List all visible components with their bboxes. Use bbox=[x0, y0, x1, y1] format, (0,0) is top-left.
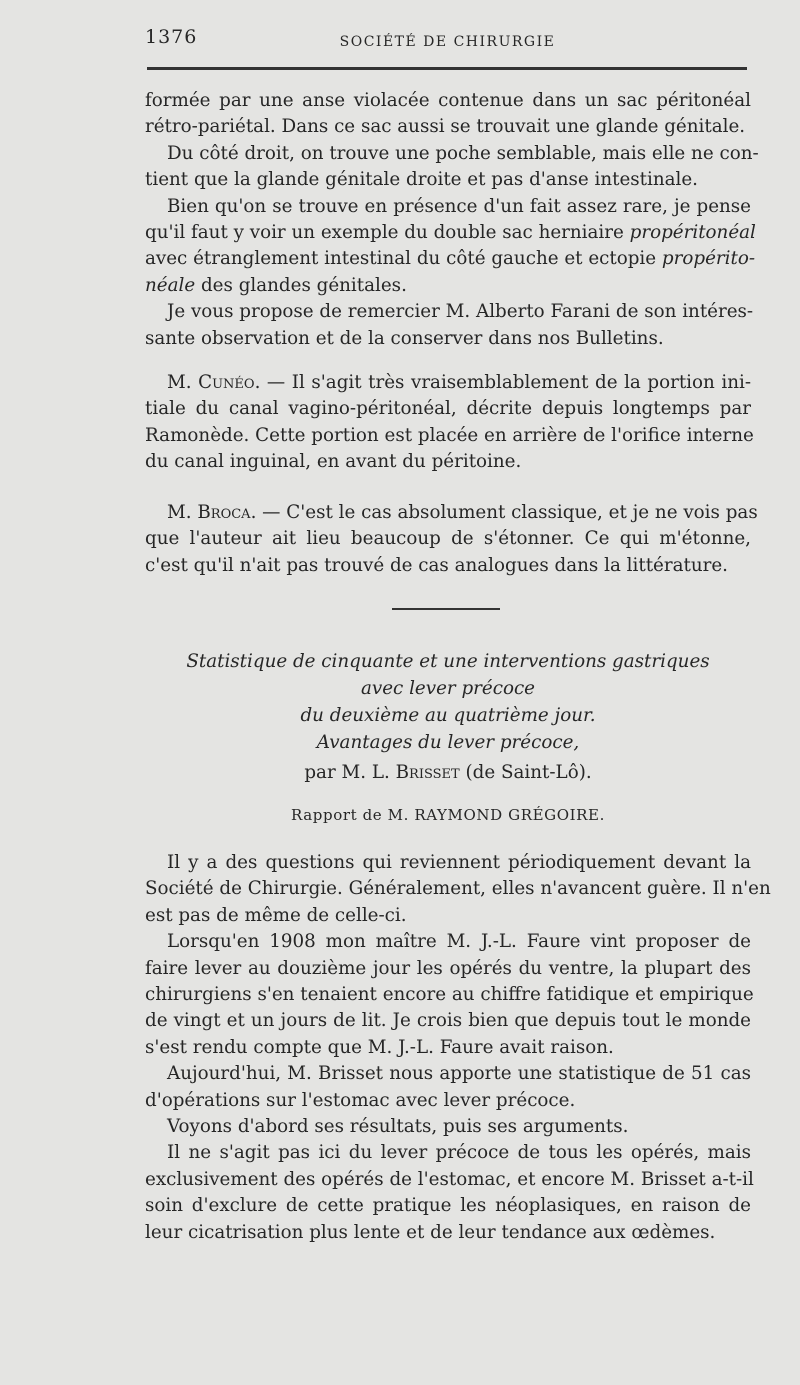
text-span: . — Il s'agit très vraisemblablement de la portion ini- bbox=[254, 372, 751, 393]
text-line: Société de Chirurgie. Généralement, elles n'avancent guère. Il n'en bbox=[145, 878, 771, 900]
text-line bbox=[145, 273, 751, 299]
text-line: Lorsqu'en 1908 mon maître M. J.-L. Faure vint proposer de bbox=[167, 931, 751, 953]
italic-term: propéritonéal bbox=[629, 222, 756, 244]
text-line: leur cicatrisation plus lente et de leur tendance aux œdèmes. bbox=[145, 1221, 716, 1243]
text-span: . — C'est le cas absolument classique, et je ne vois pas bbox=[250, 502, 758, 523]
text-line: c'est qu'il n'ait pas trouvé de cas analogues dans la littérature. bbox=[145, 554, 728, 576]
text-line: Aujourd'hui, M. Brisset nous apporte une statistique de 51 cas bbox=[167, 1063, 751, 1085]
article-body bbox=[145, 850, 771, 1246]
text-line: rétro-pariétal. Dans ce sac aussi se trouvait une glande génitale. bbox=[145, 116, 746, 138]
text-line: de vingt et un jours de lit. Je crois bien que depuis tout le monde bbox=[145, 1010, 751, 1032]
text-line: est pas de même de celle-ci. bbox=[145, 904, 407, 926]
text-span: des glandes génitales. bbox=[195, 274, 407, 296]
speaker-name: Cunéo bbox=[198, 372, 255, 393]
text-line: formée par une anse violacée contenue dans un sac péritonéal bbox=[145, 90, 751, 111]
text-span: M. bbox=[167, 372, 199, 393]
italic-term: néale bbox=[145, 274, 196, 296]
text-line: Voyons d'abord ses résultats, puis ses arguments. bbox=[167, 1116, 629, 1138]
article-title bbox=[145, 648, 751, 756]
title-line: du deuxième au quatrième jour. bbox=[300, 705, 596, 726]
text-line: du canal inguinal, en avant du péritoine. bbox=[145, 451, 522, 473]
speaker-name: Broca bbox=[197, 502, 251, 523]
italic-term: propérito- bbox=[661, 248, 756, 270]
text-line: Il ne s'agit pas ici du lever précoce de tous les opérés, mais bbox=[167, 1142, 751, 1164]
text-span: M. bbox=[167, 502, 198, 523]
rapport-line: Rapport de M. RAYMOND GRÉGOIRE. bbox=[291, 806, 605, 824]
text-line: exclusivement des opérés de l'estomac, et encore M. Brisset a-t-il bbox=[145, 1168, 754, 1190]
text-line: faire lever au douzième jour les opérés du ventre, la plupart des bbox=[145, 957, 751, 979]
text-line: Il y a des questions qui reviennent périodiquement devant la bbox=[167, 852, 751, 873]
header-rule bbox=[147, 67, 747, 70]
broca-remark bbox=[145, 500, 758, 579]
section-separator bbox=[392, 608, 500, 610]
running-head: SOCIÉTÉ DE CHIRURGIE bbox=[339, 34, 556, 50]
title-line: avec lever précoce bbox=[360, 678, 536, 699]
farani-report-text bbox=[145, 88, 759, 352]
cuneo-remark bbox=[145, 370, 754, 476]
text-line: sante observation et de la conserver dans nos Bulletins. bbox=[145, 327, 664, 349]
text-line: soin d'exclure de cette pratique les néoplasiques, en raison de bbox=[145, 1195, 751, 1217]
text-span: avec étranglement intestinal du côté gauche et ectopie bbox=[145, 248, 662, 270]
text-line: s'est rendu compte que M. J.-L. Faure avait raison. bbox=[145, 1036, 614, 1058]
page-header bbox=[145, 22, 750, 52]
text-line: Ramonède. Cette portion est placée en arrière de l'orifice interne bbox=[145, 424, 754, 446]
text-line: chirurgiens s'en tenaient encore au chiffre fatidique et empirique bbox=[145, 984, 754, 1006]
text-line bbox=[145, 500, 758, 526]
text-span: par M. L. bbox=[304, 762, 396, 783]
text-span: qu'il faut y voir un exemple du double sac herniaire bbox=[145, 222, 630, 244]
text-line: Bien qu'on se trouve en présence d'un fait assez rare, je pense bbox=[167, 195, 751, 217]
text-span: (de Saint-Lô). bbox=[459, 762, 592, 783]
text-line: Du côté droit, on trouve une poche semblable, mais elle ne con- bbox=[167, 142, 759, 164]
text-line: d'opérations sur l'estomac avec lever précoce. bbox=[145, 1089, 576, 1111]
text-line: Je vous propose de remercier M. Alberto Farani de son intéres- bbox=[167, 301, 754, 323]
text-line bbox=[145, 220, 756, 246]
text-line: tient que la glande génitale droite et pas d'anse intestinale. bbox=[145, 169, 698, 191]
text-line: que l'auteur ait lieu beaucoup de s'étonner. Ce qui m'étonne, bbox=[145, 528, 751, 550]
text-line bbox=[145, 370, 751, 396]
author-name: Brisset bbox=[395, 762, 460, 783]
page-number: 1376 bbox=[145, 26, 198, 48]
title-line: Statistique de cinquante et une interventions gastriques bbox=[186, 651, 710, 672]
text-line bbox=[145, 246, 756, 272]
text-line: tiale du canal vagino-péritonéal, décrite depuis longtemps par bbox=[145, 398, 751, 420]
article-author bbox=[145, 762, 751, 783]
title-line: Avantages du lever précoce, bbox=[316, 732, 580, 753]
